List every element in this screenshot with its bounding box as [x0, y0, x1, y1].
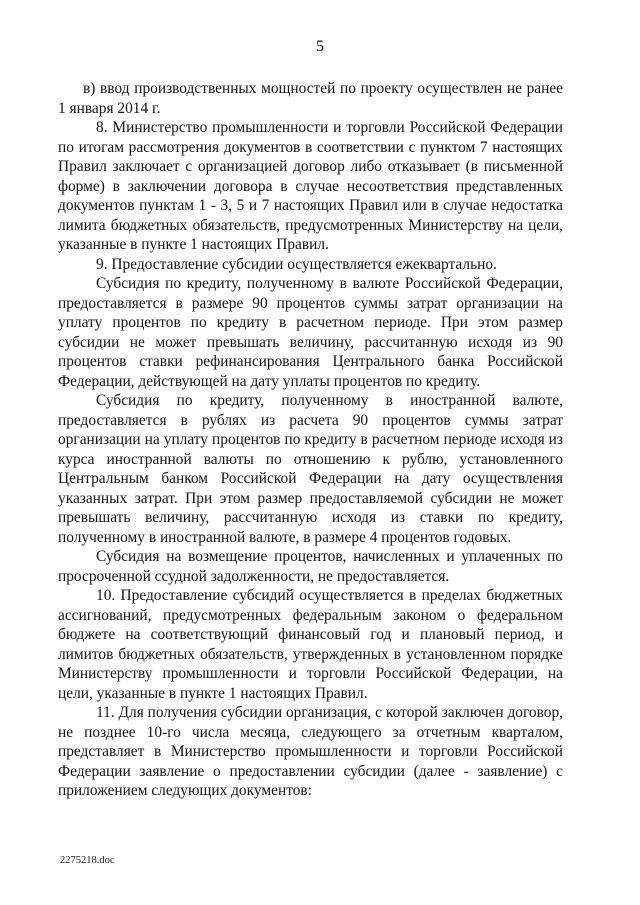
paragraph-item-10: 10. Предоставление субсидий осуществляется в пределах бюджетных ассигнований, предусмотренных федеральным законом о федеральном бюджете на соответствующий финансовый год и плановый период, и лимитов бюджетных обязательств, утвержденных в установленном порядке Министерству промышленности и торговли Российской Федерации, на цели, указанные в пункте 1 настоящих Правил.: [58, 587, 563, 702]
paragraph-subitem-v: в) ввод производственных мощностей по проекту осуществлен не ранее 1 января 2014 г.: [58, 80, 563, 117]
paragraph-subsidy-ruble: Субсидия по кредиту, полученному в валюте Российской Федерации, предоставляется в размере 90 процентов суммы затрат организации на уплату процентов по кредиту в расчетном периоде. При этом размер субсидии не может превышать величину, рассчитанную исходя из 90 процентов ставки рефинансирования Центрального банка Российской Федерации, действующей на дату уплаты процентов по кредиту.: [58, 275, 563, 390]
document-filename: 2275218.doc: [60, 855, 115, 866]
paragraph-item-8: 8. Министерство промышленности и торговли Российской Федерации по итогам рассмотрения документов в соответствии с пунктом 7 настоящих Правил заключает с организацией договор либо отказывает (в письменной форме) в заключении договора в случае несоответствия представленных документов пунктам 1 - 3, 5 и 7 настоящих Правил или в случае недостатка лимита бюджетных обязательств, предусмотренных Министерству на цели, указанные в пункте 1 настоящих Правил.: [58, 119, 563, 253]
document-body: [58, 79, 563, 801]
paragraph-subsidy-foreign-currency: Субсидия по кредиту, полученному в иностранной валюте, предоставляется в рублях из расчета 90 процентов суммы затрат организации на уплату процентов по кредиту в расчетном периоде исходя из курса иностранной валюты по отношению к рублю, установленного Центральным банком Российской Федерации на дату осуществления указанных затрат. При этом размер предоставляемой субсидии не может превышать величину, рассчитанную исходя из ставки по кредиту, полученному в иностранной валюте, в размере 4 процентов годовых.: [58, 392, 563, 546]
paragraph-item-9: 9. Предоставление субсидии осуществляется ежеквартально.: [96, 255, 497, 273]
page-number: 5: [316, 38, 324, 55]
paragraph-item-11: 11. Для получения субсидии организация, с которой заключен договор, не позднее 10-го числа месяца, следующего за отчетным кварталом, представляет в Министерство промышленности и торговли Российской Федерации заявление о предоставлении субсидии (далее - заявление) с приложением следующих документов:: [58, 704, 563, 799]
paragraph-overdue-debt: Субсидия на возмещение процентов, начисленных и уплаченных по просроченной ссудной задолженности, не предоставляется.: [58, 548, 563, 585]
